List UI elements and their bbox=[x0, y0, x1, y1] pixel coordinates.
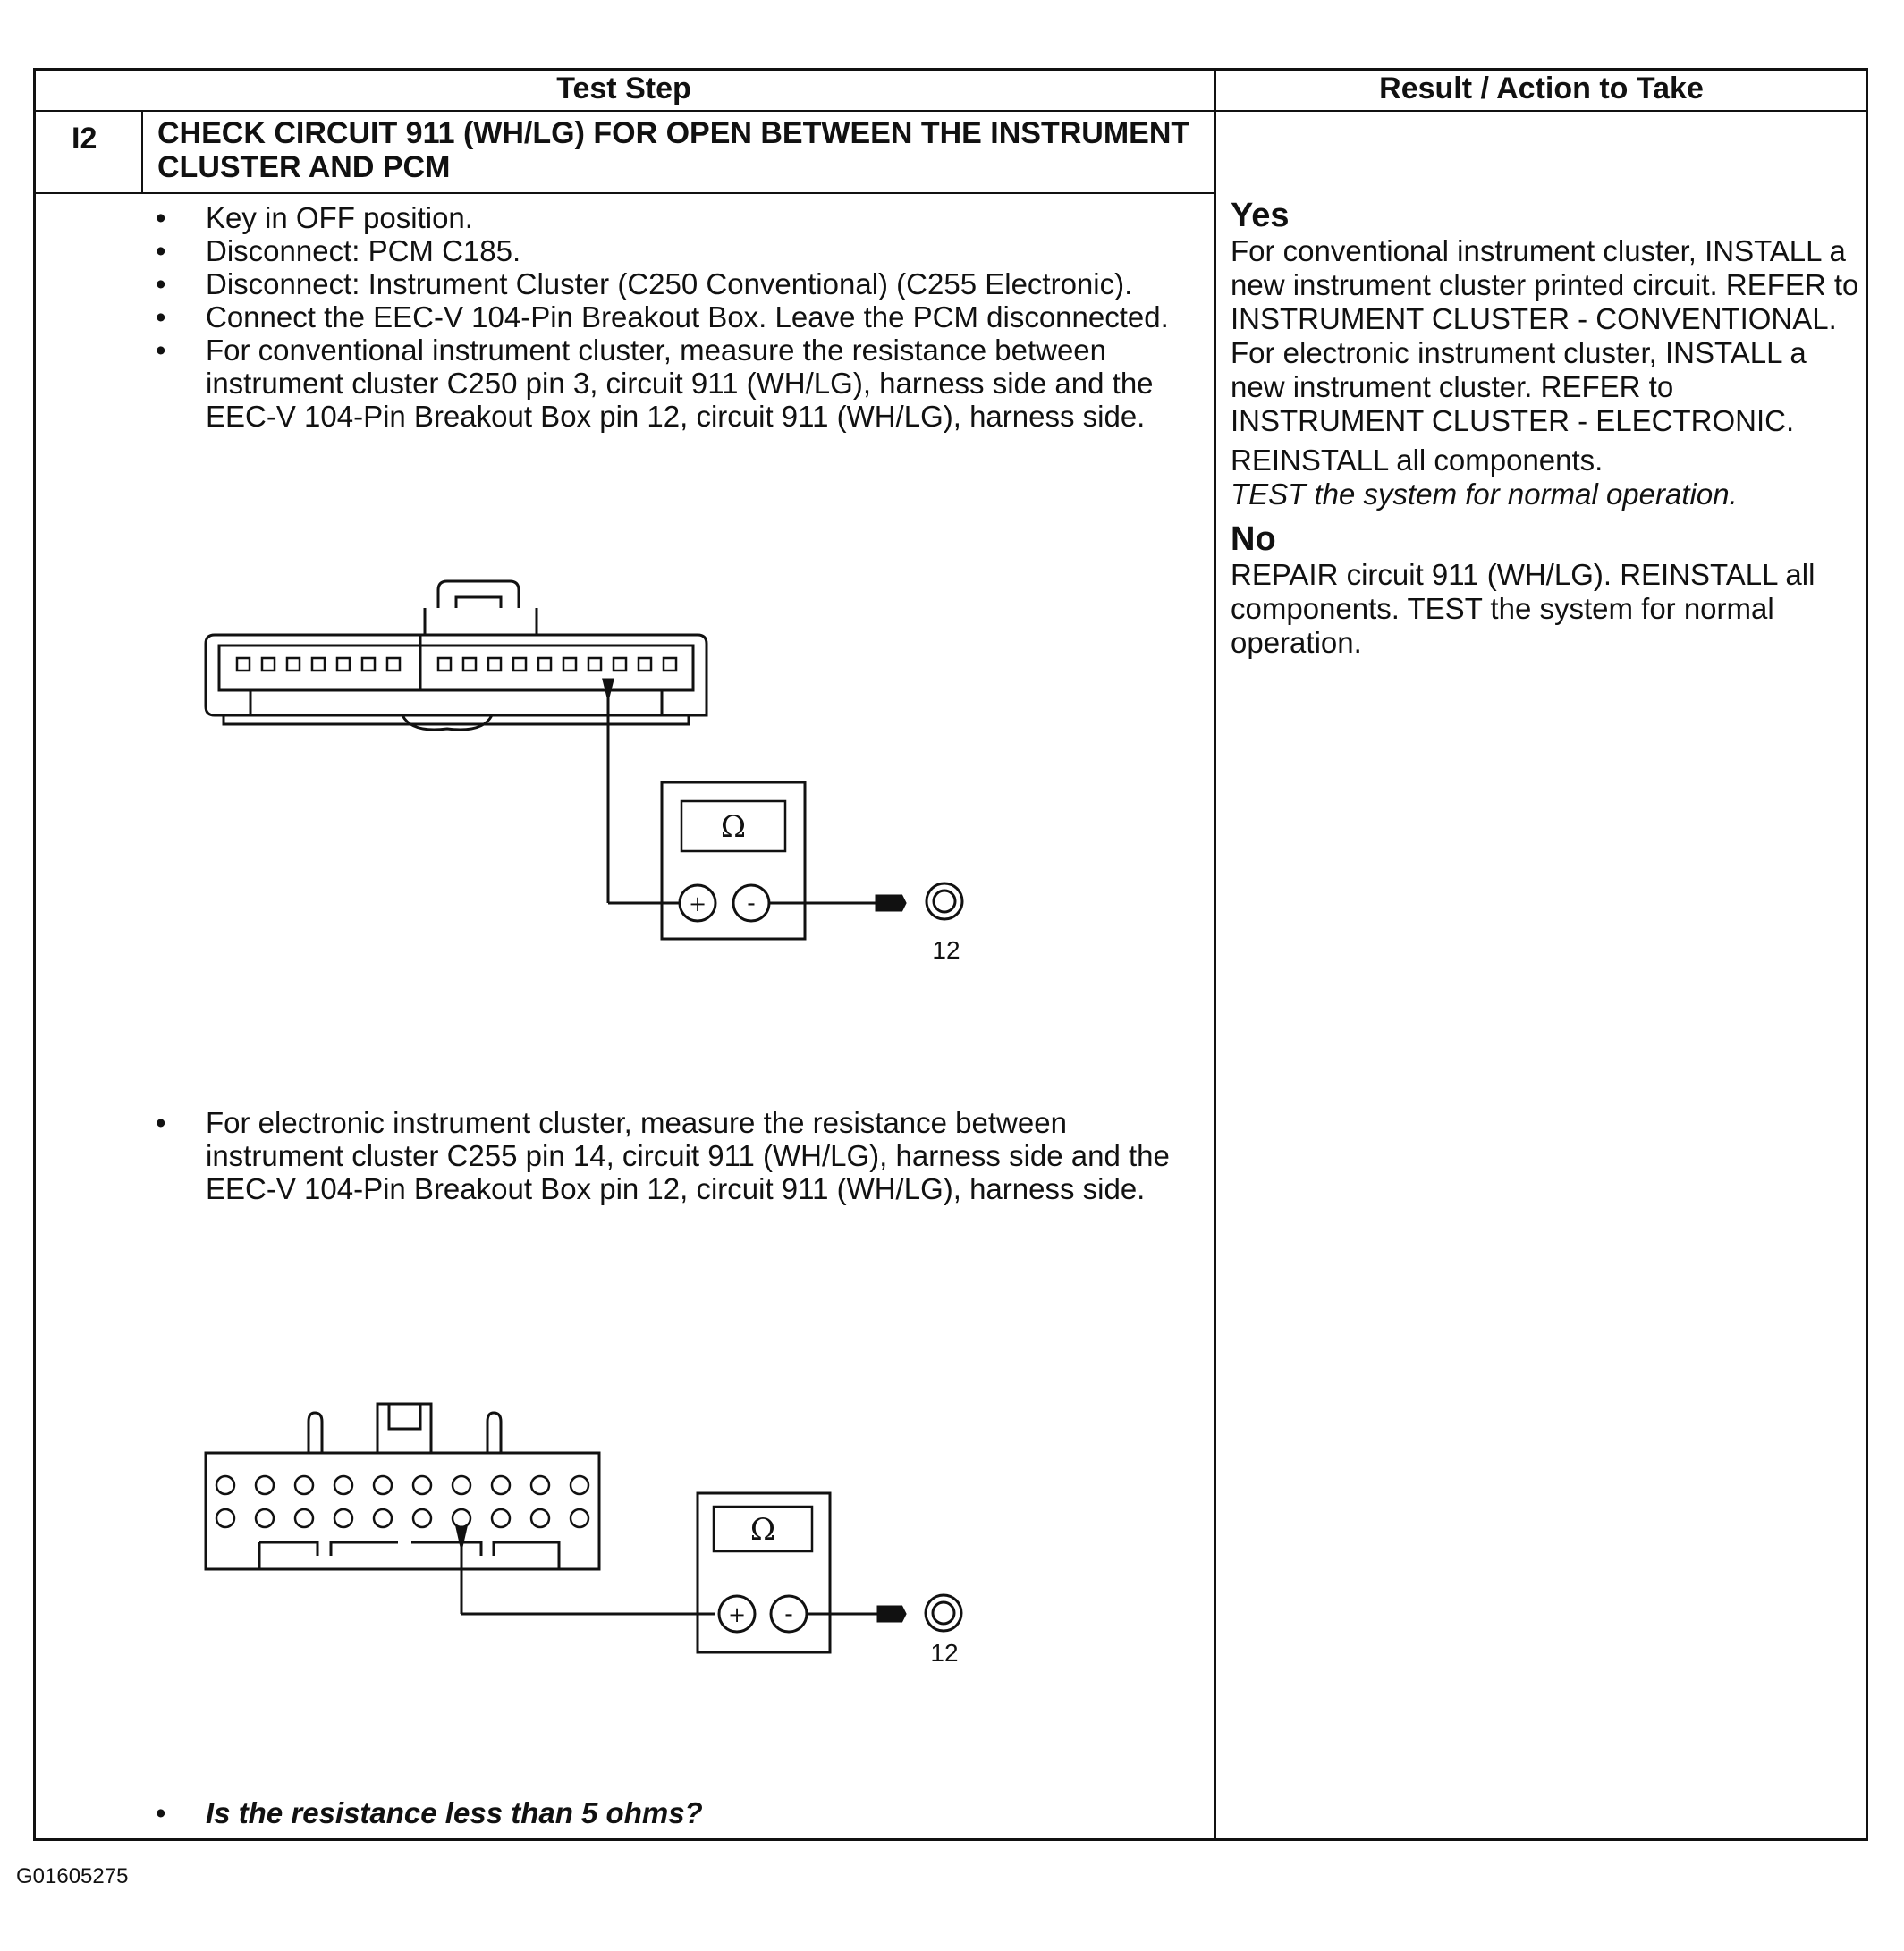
step-title-rule bbox=[33, 192, 1215, 194]
connector-c250-pins bbox=[237, 658, 676, 671]
header-result-action: Result / Action to Take bbox=[1379, 72, 1704, 106]
test-question bbox=[152, 1796, 1207, 1829]
diagram-conventional-cluster bbox=[179, 572, 1252, 966]
ohmmeter bbox=[698, 1493, 830, 1652]
meter-plus-jack: + bbox=[727, 1602, 747, 1627]
instruction-item: • Key in OFF position. bbox=[152, 201, 1207, 234]
connector-c255 bbox=[206, 1404, 599, 1569]
meter-plus-jack: + bbox=[688, 891, 707, 916]
result-no-text: REPAIR circuit 911 (WH/LG). REINSTALL all components. TEST the system for normal operation. bbox=[1231, 558, 1815, 659]
step-number-divider bbox=[141, 110, 143, 193]
connector-c255-pins bbox=[216, 1476, 588, 1527]
instruction-item: • Connect the EEC-V 104-Pin Breakout Box. Leave the PCM disconnected. bbox=[152, 300, 1207, 334]
instruction-item: • Disconnect: Instrument Cluster (C250 Conventional) (C255 Electronic). bbox=[152, 267, 1207, 300]
header-test-step: Test Step bbox=[556, 72, 691, 106]
instruction-list bbox=[152, 201, 1207, 433]
result-column bbox=[1231, 197, 1861, 660]
header-row-rule bbox=[33, 110, 1868, 112]
breakout-pin-label: 12 bbox=[930, 1639, 959, 1663]
result-yes-text: For conventional instrument cluster, INSTALL a new instrument cluster printed circuit. REFER to INSTRUMENT CLUSTER - CONVENTIONAL. For electronic instrument cluster, INSTALL a new instrument cluster. REFER to INSTRUMENT CLUSTER - ELECTRONIC. bbox=[1231, 234, 1859, 437]
ohmmeter bbox=[662, 782, 805, 939]
step-title: CHECK CIRCUIT 911 (WH/LG) FOR OPEN BETWEEN THE INSTRUMENT CLUSTER AND PCM bbox=[157, 116, 1190, 184]
result-yes-label: Yes bbox=[1231, 197, 1290, 234]
diagram-electronic-cluster bbox=[179, 1395, 1252, 1663]
result-yes-reinstall: REINSTALL all components. bbox=[1231, 443, 1604, 477]
connector-c250 bbox=[206, 581, 707, 730]
result-no-label: No bbox=[1231, 520, 1276, 558]
step-number: I2 bbox=[72, 122, 97, 156]
probe-lead bbox=[604, 680, 684, 903]
meter-ohm-symbol: Ω bbox=[720, 809, 747, 845]
instruction-list-electronic bbox=[152, 1106, 1207, 1205]
result-yes-test: TEST the system for normal operation. bbox=[1231, 477, 1738, 511]
lead-to-breakout-box bbox=[769, 883, 962, 919]
question-list bbox=[152, 1796, 1207, 1829]
figure-code: G01605275 bbox=[16, 1864, 129, 1888]
instruction-item: • For conventional instrument cluster, measure the resistance between instrument cluster C250 pin 3, circuit 911 (WH/LG), harness side and the EEC-V 104-Pin Breakout Box pin 12, circuit 911 (WH/LG), harness side. bbox=[152, 334, 1207, 433]
meter-minus-jack: - bbox=[784, 1599, 793, 1628]
test-question-text: Is the resistance less than 5 ohms? bbox=[206, 1796, 703, 1829]
instruction-item: • For electronic instrument cluster, measure the resistance between instrument cluster C255 pin 14, circuit 911 (WH/LG), harness side and the EEC-V 104-Pin Breakout Box pin 12, circuit 911 (WH/LG), harness side. bbox=[152, 1106, 1207, 1205]
meter-ohm-symbol: Ω bbox=[749, 1512, 776, 1548]
breakout-pin-label: 12 bbox=[932, 936, 960, 964]
instruction-item: • Disconnect: PCM C185. bbox=[152, 234, 1207, 267]
meter-minus-jack: - bbox=[747, 888, 756, 917]
